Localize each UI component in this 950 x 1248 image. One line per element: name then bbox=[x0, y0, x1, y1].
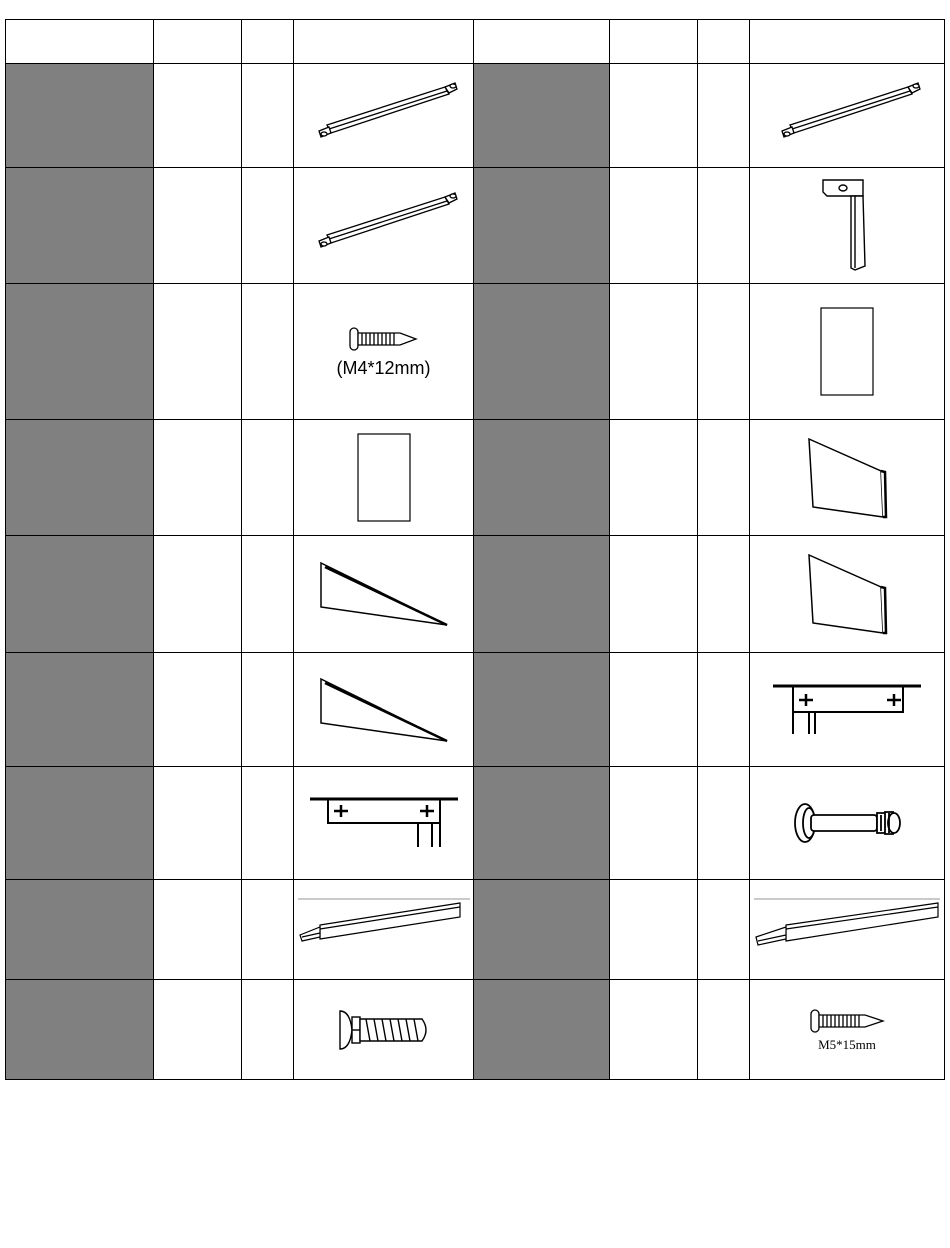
part-qty-cell bbox=[698, 420, 750, 536]
part-id-cell bbox=[474, 536, 610, 653]
part-qty-cell bbox=[698, 536, 750, 653]
part-qty-cell bbox=[242, 980, 294, 1080]
part-name-cell bbox=[154, 284, 242, 420]
part-qty-cell bbox=[242, 420, 294, 536]
screw-size-label: (M4*12mm) bbox=[336, 358, 431, 378]
table-row bbox=[6, 420, 945, 536]
quad-panel-icon bbox=[805, 551, 889, 637]
header-cell bbox=[6, 20, 154, 64]
header-cell bbox=[698, 20, 750, 64]
part-image-cell bbox=[294, 880, 474, 980]
shelf-bracket-icon bbox=[771, 682, 923, 738]
part-name-cell bbox=[154, 880, 242, 980]
part-name-cell bbox=[154, 536, 242, 653]
part-image-cell bbox=[750, 880, 945, 980]
header-cell bbox=[242, 20, 294, 64]
part-image-cell bbox=[750, 64, 945, 168]
part-qty-cell bbox=[698, 64, 750, 168]
part-name-cell bbox=[154, 767, 242, 880]
part-name-cell bbox=[610, 168, 698, 284]
rectangle-panel-icon bbox=[819, 306, 875, 398]
part-name-cell bbox=[610, 536, 698, 653]
part-id-cell bbox=[6, 64, 154, 168]
part-name-cell bbox=[610, 980, 698, 1080]
part-id-cell bbox=[474, 767, 610, 880]
part-image-cell bbox=[294, 168, 474, 284]
bolt-icon bbox=[791, 800, 903, 846]
part-qty-cell bbox=[242, 64, 294, 168]
part-image-cell bbox=[294, 536, 474, 653]
part-id-cell bbox=[6, 653, 154, 767]
part-qty-cell bbox=[698, 880, 750, 980]
table-row bbox=[6, 653, 945, 767]
quad-panel-icon bbox=[805, 435, 889, 521]
header-row bbox=[6, 20, 945, 64]
part-name-cell bbox=[154, 168, 242, 284]
part-name-cell bbox=[610, 767, 698, 880]
part-id-cell bbox=[474, 880, 610, 980]
cam-screw-icon bbox=[334, 1005, 434, 1055]
slide-rail-icon bbox=[752, 895, 942, 965]
part-image-cell bbox=[294, 767, 474, 880]
part-id-cell bbox=[474, 653, 610, 767]
part-image-cell bbox=[750, 653, 945, 767]
part-image-cell bbox=[294, 64, 474, 168]
table-row bbox=[6, 536, 945, 653]
part-qty-cell bbox=[698, 767, 750, 880]
long-rail-icon bbox=[772, 81, 922, 151]
part-image-cell bbox=[750, 980, 945, 1080]
screw-size-label: M5*15mm bbox=[818, 1036, 876, 1052]
part-image-cell bbox=[750, 767, 945, 880]
table-row bbox=[6, 168, 945, 284]
part-id-cell bbox=[474, 980, 610, 1080]
long-rail-icon bbox=[309, 191, 459, 261]
l-bracket-icon bbox=[817, 176, 877, 276]
table-row bbox=[6, 980, 945, 1080]
table-row bbox=[6, 284, 945, 420]
part-id-cell bbox=[6, 880, 154, 980]
part-image-cell bbox=[750, 536, 945, 653]
part-id-cell bbox=[474, 168, 610, 284]
part-id-cell bbox=[6, 767, 154, 880]
part-id-cell bbox=[474, 420, 610, 536]
part-qty-cell bbox=[242, 284, 294, 420]
part-name-cell bbox=[610, 653, 698, 767]
part-image-cell bbox=[750, 284, 945, 420]
part-name-cell bbox=[154, 653, 242, 767]
table-row bbox=[6, 64, 945, 168]
triangle-panel-icon bbox=[317, 559, 451, 629]
slide-rail-icon bbox=[296, 895, 472, 965]
part-image-cell bbox=[750, 168, 945, 284]
part-qty-cell bbox=[698, 168, 750, 284]
part-name-cell bbox=[154, 420, 242, 536]
part-qty-cell bbox=[698, 284, 750, 420]
part-id-cell bbox=[474, 64, 610, 168]
part-name-cell bbox=[154, 64, 242, 168]
part-qty-cell bbox=[242, 168, 294, 284]
part-qty-cell bbox=[242, 767, 294, 880]
part-id-cell bbox=[6, 980, 154, 1080]
table-row bbox=[6, 880, 945, 980]
rectangle-panel-icon bbox=[356, 432, 412, 524]
part-name-cell bbox=[610, 284, 698, 420]
wood-screw-icon bbox=[807, 1007, 887, 1035]
table-row bbox=[6, 767, 945, 880]
part-image-cell bbox=[750, 420, 945, 536]
part-image-cell bbox=[294, 284, 474, 420]
part-name-cell bbox=[610, 880, 698, 980]
header-cell bbox=[294, 20, 474, 64]
header-cell bbox=[474, 20, 610, 64]
part-id-cell bbox=[6, 536, 154, 653]
header-cell bbox=[750, 20, 945, 64]
header-cell bbox=[154, 20, 242, 64]
part-name-cell bbox=[154, 980, 242, 1080]
parts-list-table bbox=[5, 19, 945, 1080]
shelf-bracket-icon bbox=[308, 795, 460, 851]
part-id-cell bbox=[6, 420, 154, 536]
screw-icon bbox=[344, 324, 424, 354]
part-qty-cell bbox=[242, 880, 294, 980]
part-image-cell bbox=[294, 653, 474, 767]
part-qty-cell bbox=[242, 653, 294, 767]
part-image-cell bbox=[294, 980, 474, 1080]
header-cell bbox=[610, 20, 698, 64]
part-name-cell bbox=[610, 64, 698, 168]
part-qty-cell bbox=[242, 536, 294, 653]
long-rail-icon bbox=[309, 81, 459, 151]
part-image-cell bbox=[294, 420, 474, 536]
part-id-cell bbox=[474, 284, 610, 420]
part-id-cell bbox=[6, 284, 154, 420]
part-id-cell bbox=[6, 168, 154, 284]
part-qty-cell bbox=[698, 980, 750, 1080]
part-name-cell bbox=[610, 420, 698, 536]
triangle-panel-icon bbox=[317, 675, 451, 745]
part-qty-cell bbox=[698, 653, 750, 767]
